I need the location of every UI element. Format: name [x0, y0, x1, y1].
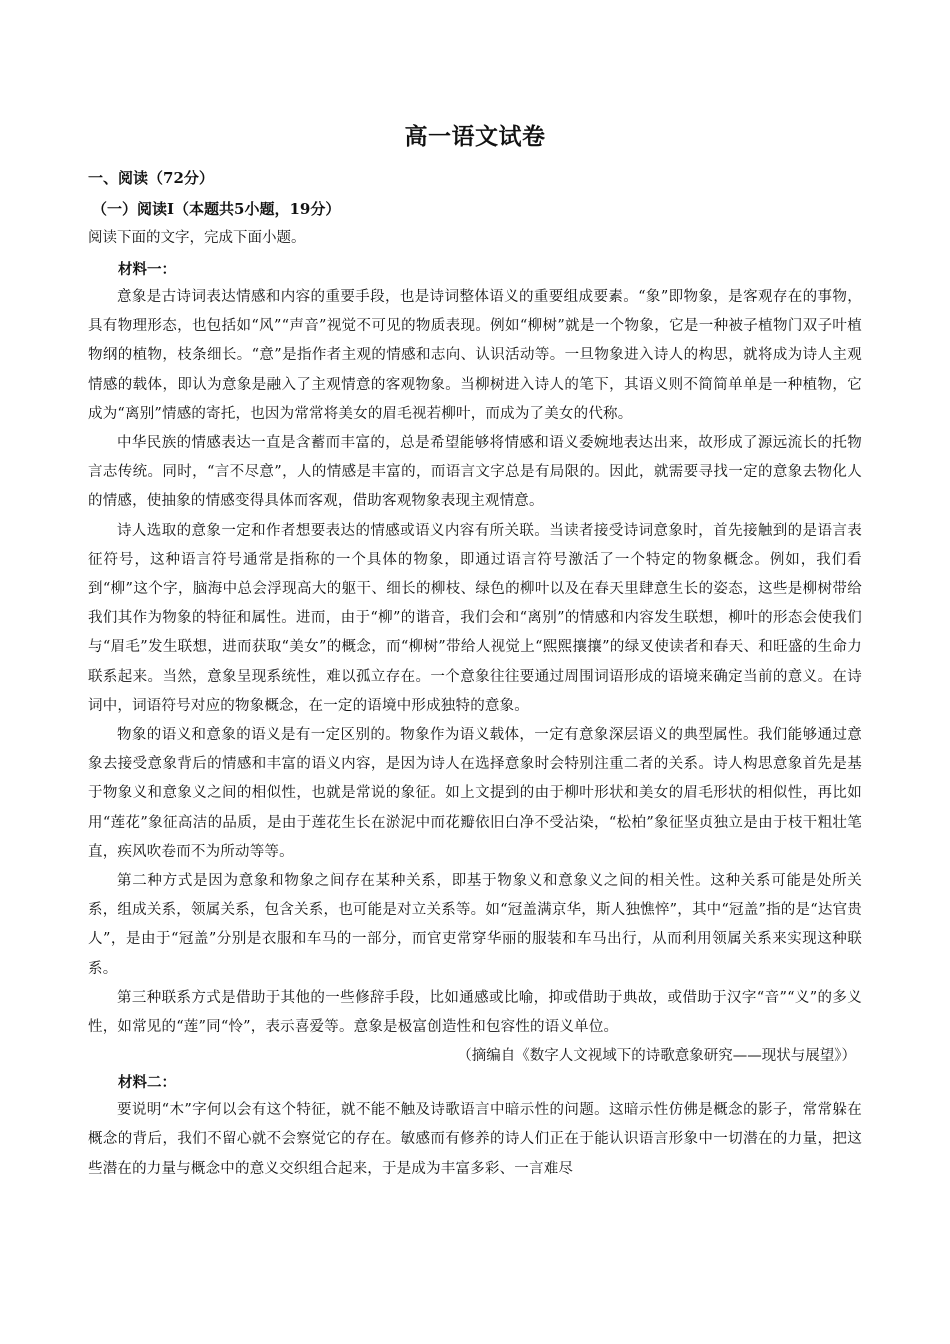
- subsection-heading: （一）阅读Ⅰ（本题共5小题，19分）: [92, 200, 341, 218]
- material-one: [88, 257, 862, 1070]
- material-two-label: 材料二：: [118, 1074, 176, 1092]
- material-two-paragraph: 要说明“木”字何以会有这个特征，就不能不触及诗歌语言中暗示性的问题。这暗示性仿佛是概念的影子，常常躲在概念的背后，我们不留心就不会察觉它的存在。敏感而有修养的诗人们正在于能认识语言形象中一切潜在的力量，把这些潜在的力量与概念中的意义交织组合起来，于是成为丰富多彩、一言难尽: [88, 1102, 862, 1177]
- instruction-text: 阅读下面的文字，完成下面小题。: [88, 230, 306, 246]
- material-one-paragraph: 第二种方式是因为意象和物象之间存在某种关系，即基于物象义和意象义之间的相关性。这种关系可能是处所关系，组成关系，领属关系，包含关系，也可能是对立关系等。如“冠盖满京华，斯人独憔悴”，其中“冠盖”指的是“达官贵人”，是由于“冠盖”分别是衣服和车马的一部分，而官吏常穿华丽的服装和车马出行，从而利用领属关系来实现这种联系。: [88, 873, 862, 977]
- material-one-paragraph: 第三种联系方式是借助于其他的一些修辞手段，比如通感或比喻，抑或借助于典故，或借助于汉字“音”“义”的多义性，如常见的“莲”同“怜”，表示喜爱等。意象是极富创造性和包容性的语义单位。: [88, 989, 862, 1036]
- material-one-paragraph: 诗人选取的意象一定和作者想要表达的情感或语义内容有所关联。当读者接受诗词意象时，首先接触到的是语言表征符号，这种语言符号通常是指称的一个具体的物象，即通过语言符号激活了一个特定的物象概念。例如，我们看到“柳”这个字，脑海中总会浮现高大的躯干、细长的柳枝、绿色的柳叶以及在春天里肆意生长的姿态，这些是柳树带给我们其作为物象的特征和属性。进而，由于“柳”的谐音，我们会和“离别”的情感和内容发生联想，柳叶的形态会使我们与“眉毛”发生联想，进而获取“美女”的概念，而“柳树”带给人视觉上“熙熙攘攘”的绿叉使读者和春天、和旺盛的生命力联系起来。当然，意象呈现系统性，难以孤立存在。一个意象往往要通过周围词语形成的语境来确定当前的意义。在诗词中，词语符号对应的物象概念，在一定的语境中形成独特的意象。: [88, 522, 862, 714]
- material-one-paragraph: 物象的语义和意象的语义是有一定区别的。物象作为语义载体，一定有意象深层语义的典型属性。我们能够通过意象去接受意象背后的情感和丰富的语义内容，是因为诗人在选择意象时会特别注重二者的关系。诗人构思意象首先是基于物象义和意象义之间的相似性，也就是常说的象征。如上文提到的由于柳叶形状和美女的眉毛形状的相似性，再比如用“莲花”象征高洁的品质，是由于莲花生长在淤泥中而花瓣依旧白净不受沾染，“松柏”象征坚贞独立是由于枝干粗壮笔直，疾风吹卷而不为所动等等。: [88, 727, 862, 860]
- material-one-label: 材料一：: [118, 261, 176, 278]
- section-heading: 一、阅读（72分）: [88, 169, 214, 187]
- document-title: 高一语文试卷: [404, 123, 546, 150]
- material-two: [88, 1070, 862, 1184]
- material-one-paragraph: 中华民族的情感表达一直是含蓄而丰富的，总是希望能够将情感和语义委婉地表达出来，故形成了源远流长的托物言志传统。同时，“言不尽意”，人的情感是丰富的，而语言文字总是有局限的。因此，就需要寻找一定的意象去物化人的情感，使抽象的情感变得具体而客观，借助客观物象表现主观情意。: [88, 435, 862, 510]
- material-one-source: （摘编自《数字人文视域下的诗歌意象研究——现状与展望》）: [457, 1048, 856, 1065]
- material-one-paragraph: 意象是古诗词表达情感和内容的重要手段，也是诗词整体语义的重要组成要素。“象”即物象，是客观存在的事物，具有物理形态，也包括如“风”“声音”视觉不可见的物质表现。例如“柳树”就是一个物象，它是一种被子植物门双子叶植物纲的植物，枝条细长。“意”是指作者主观的情感和志向、认识活动等。一旦物象进入诗人的构思，就将成为诗人主观情感的载体，即认为意象是融入了主观情意的客观物象。当柳树进入诗人的笔下，其语义则不简简单单是一种植物，它成为“离别”情感的寄托，也因为常常将美女的眉毛视若柳叶，而成为了美女的代称。: [88, 289, 862, 422]
